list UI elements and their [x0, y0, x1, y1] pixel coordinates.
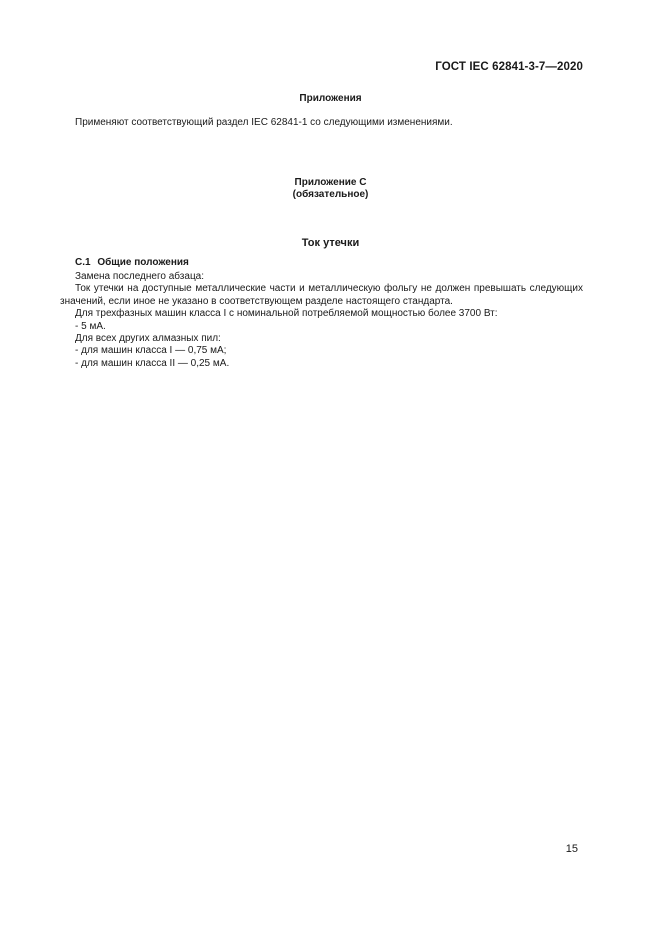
paragraph: Для всех других алмазных пил: — [75, 333, 221, 345]
clause-heading — [75, 257, 189, 268]
paragraph: Для трехфазных машин класса I с номинальной потребляемой мощностью более 3700 Вт: — [75, 308, 498, 320]
appendices-title: Приложения — [299, 93, 362, 104]
clause-number: С.1 — [75, 257, 91, 268]
paragraph: Ток утечки на доступные металлические части и металлическую фольгу не должен превышать следующих значений, если иное не указано в соответствующем разделе настоящего стандарта. — [60, 283, 583, 307]
paragraph: - 5 мА. — [75, 320, 106, 332]
paragraph: - для машин класса I — 0,75 мА; — [75, 345, 227, 357]
paragraph: - для машин класса II — 0,25 мА. — [75, 357, 230, 369]
page-number: 15 — [565, 843, 578, 855]
standard-code-header: ГОСТ IEC 62841-3-7—2020 — [435, 61, 583, 73]
clause-body — [60, 271, 583, 370]
section-title: Ток утечки — [301, 237, 360, 249]
paragraph: Замена последнего абзаца: — [75, 271, 205, 282]
appendices-intro-text: Применяют соответствующий раздел IEC 62841-1 со следующими изменениями. — [75, 117, 453, 128]
appendix-c-status: (обязательное) — [292, 189, 369, 200]
appendix-c-title: Приложение С — [294, 177, 367, 188]
clause-title: Общие положения — [97, 257, 189, 268]
